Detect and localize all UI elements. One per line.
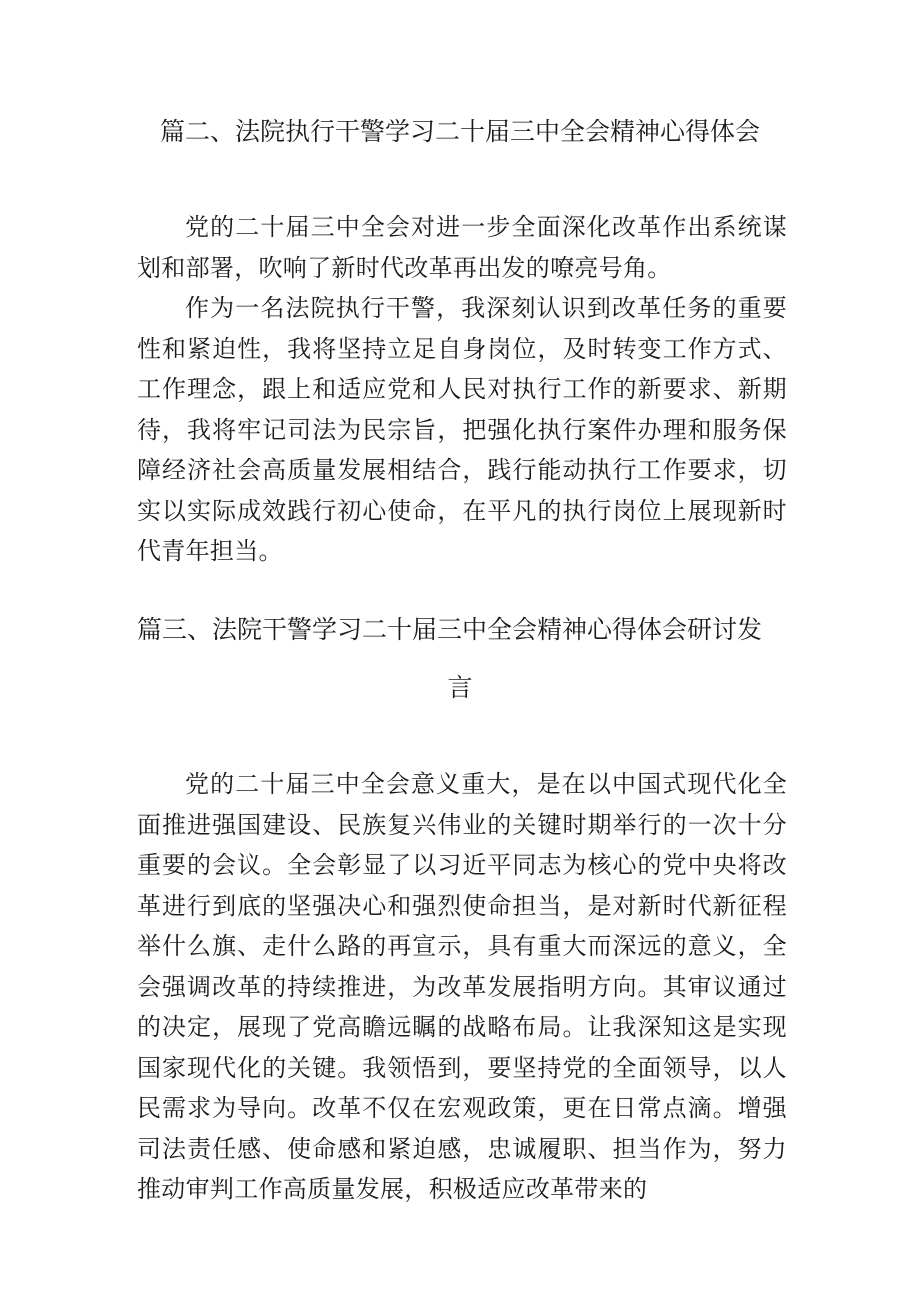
section2-paragraph-2: 作为一名法院执行干警，我深刻认识到改革任务的重要性和紧迫性，我将坚持立足自身岗位，及时转变工作方式、工作理念，跟上和适应党和人民对执行工作的新要求、新期待，我将牢记司法为民宗旨，把强化执行案件办理和服务保障经济社会高质量发展相结合，践行能动执行工作要求，切实以实际成效践行初心使命，在平凡的执行岗位上展现新时代青年担当。 xyxy=(137,294,787,565)
section3-title-line1: 篇三、法院干警学习二十届三中全会精神心得体会研讨发 xyxy=(137,615,763,644)
section2-paragraph-1: 党的二十届三中全会对进一步全面深化改革作出系统谋划和部署，吹响了新时代改革再出发的嘹亮号角。 xyxy=(137,213,787,282)
section2-body xyxy=(137,207,787,572)
section3-paragraph-1: 党的二十届三中全会意义重大，是在以中国式现代化全面推进强国建设、民族复兴伟业的关键时期举行的一次十分重要的会议。全会彰显了以习近平同志为核心的党中央将改革进行到底的坚强决心和强烈使命担当，是对新时代新征程举什么旗、走什么路的再宣示，具有重大而深远的意义，全会强调改革的持续推进，为改革发展指明方向。其审议通过的决定，展现了党高瞻远瞩的战略布局。让我深知这是实现国家现代化的关键。我领悟到，要坚持党的全面领导，以人民需求为导向。改革不仅在宏观政策，更在日常点滴。增强司法责任感、使命感和紧迫感，忠诚履职、担当作为，努力推动审判工作高质量发展，积极适应改革带来的 xyxy=(137,770,787,1203)
section2-title: 篇二、法院执行干警学习二十届三中全会精神心得体会 xyxy=(159,117,760,146)
section3-body xyxy=(137,764,787,1210)
section3-title-line2: 言 xyxy=(447,673,473,702)
